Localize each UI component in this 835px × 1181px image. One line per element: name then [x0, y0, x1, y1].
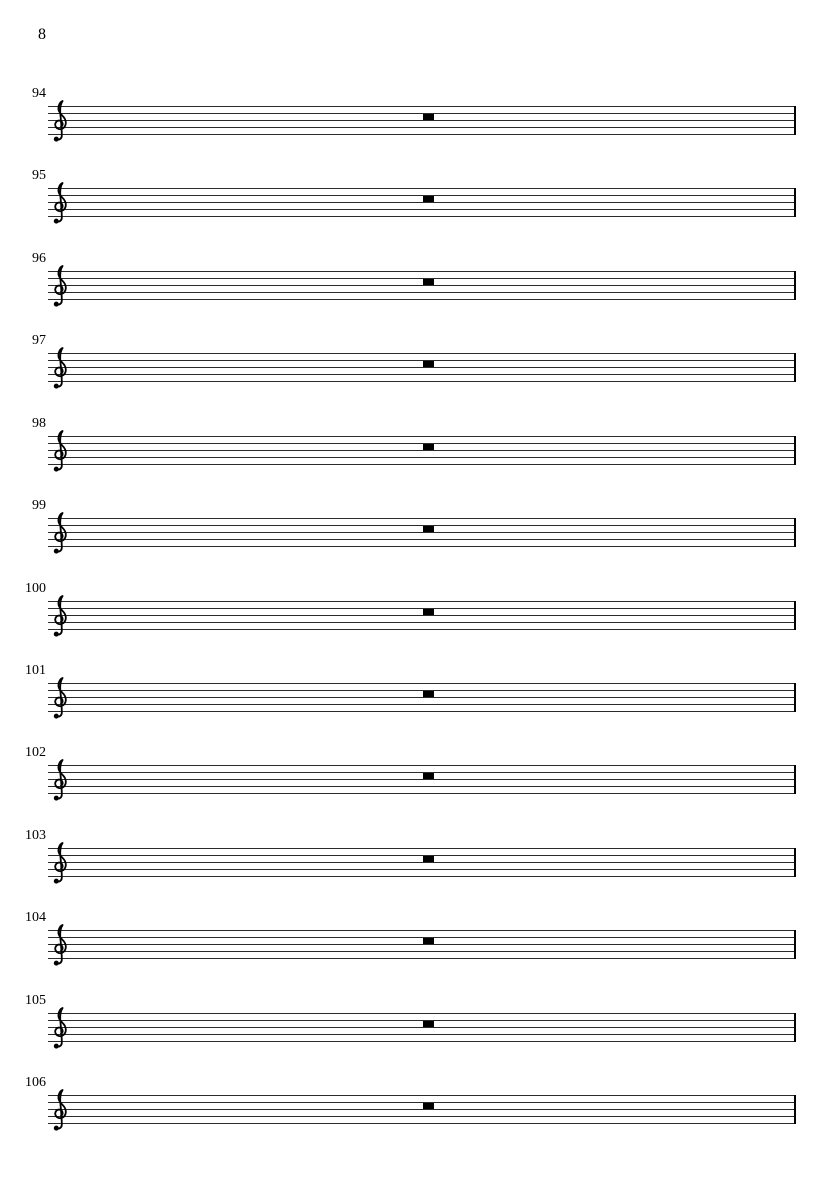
staff-line [48, 374, 796, 375]
staff-line [48, 443, 796, 444]
staff-line [48, 937, 796, 938]
final-barline [794, 1095, 796, 1124]
staff-line [48, 793, 796, 794]
staff-line [48, 299, 796, 300]
final-barline [794, 1013, 796, 1042]
staff-line [48, 958, 796, 959]
staff-line [48, 518, 796, 519]
final-barline [794, 601, 796, 630]
staff-line [48, 765, 796, 766]
staff-line [48, 601, 796, 602]
staff [48, 848, 796, 877]
staff-line [48, 622, 796, 623]
staff-line [48, 546, 796, 547]
whole-rest [423, 856, 434, 862]
treble-clef-icon [49, 1006, 71, 1050]
final-barline [794, 271, 796, 300]
whole-rest [423, 526, 434, 532]
treble-clef-icon [49, 676, 71, 720]
staff [48, 353, 796, 382]
treble-clef-icon [49, 758, 71, 802]
staff [48, 106, 796, 135]
staff-line [48, 127, 796, 128]
whole-rest [423, 279, 434, 285]
final-barline [794, 848, 796, 877]
staff-line [48, 930, 796, 931]
staff [48, 683, 796, 712]
staff-line [48, 450, 796, 451]
measure-number: 105 [25, 993, 46, 1008]
staff [48, 188, 796, 217]
staff-line [48, 113, 796, 114]
staff-line [48, 1102, 796, 1103]
staff [48, 1013, 796, 1042]
staff-line [48, 381, 796, 382]
staff-line [48, 629, 796, 630]
staff [48, 1095, 796, 1124]
staff-line [48, 1027, 796, 1028]
staff-line [48, 353, 796, 354]
staff [48, 271, 796, 300]
treble-clef-icon [49, 181, 71, 225]
staff-line [48, 779, 796, 780]
final-barline [794, 518, 796, 547]
whole-rest [423, 114, 434, 120]
staff-line [48, 292, 796, 293]
final-barline [794, 930, 796, 959]
staff-line [48, 464, 796, 465]
staff-line [48, 525, 796, 526]
staff-line [48, 360, 796, 361]
staff-line [48, 876, 796, 877]
staff-line [48, 188, 796, 189]
treble-clef-icon [49, 264, 71, 308]
whole-rest [423, 196, 434, 202]
staff-line [48, 704, 796, 705]
staff-line [48, 1041, 796, 1042]
staff-line [48, 1013, 796, 1014]
staff-line [48, 532, 796, 533]
staff-line [48, 278, 796, 279]
final-barline [794, 683, 796, 712]
staff-line [48, 209, 796, 210]
staff-line [48, 697, 796, 698]
staff-line [48, 539, 796, 540]
staff-line [48, 202, 796, 203]
treble-clef-icon [49, 923, 71, 967]
staff-line [48, 271, 796, 272]
whole-rest [423, 938, 434, 944]
staff [48, 518, 796, 547]
measure-number: 96 [32, 251, 46, 266]
staff-line [48, 285, 796, 286]
staff-line [48, 855, 796, 856]
final-barline [794, 353, 796, 382]
staff-line [48, 869, 796, 870]
staff-line [48, 683, 796, 684]
measure-number: 102 [25, 745, 46, 760]
staff [48, 436, 796, 465]
measure-number: 95 [32, 168, 46, 183]
staff-line [48, 367, 796, 368]
staff-line [48, 1109, 796, 1110]
final-barline [794, 106, 796, 135]
staff-line [48, 951, 796, 952]
final-barline [794, 765, 796, 794]
staff-line [48, 862, 796, 863]
staff-line [48, 848, 796, 849]
staff-line [48, 106, 796, 107]
treble-clef-icon [49, 346, 71, 390]
treble-clef-icon [49, 594, 71, 638]
staff-line [48, 772, 796, 773]
measure-number: 106 [25, 1075, 46, 1090]
treble-clef-icon [49, 511, 71, 555]
staff-line [48, 615, 796, 616]
staff-line [48, 690, 796, 691]
measure-number: 100 [25, 581, 46, 596]
staff-line [48, 436, 796, 437]
treble-clef-icon [49, 429, 71, 473]
staff-line [48, 216, 796, 217]
staff-line [48, 134, 796, 135]
staff-line [48, 944, 796, 945]
whole-rest [423, 1103, 434, 1109]
whole-rest [423, 444, 434, 450]
page-number: 8 [38, 26, 46, 43]
staff-line [48, 608, 796, 609]
measure-number: 98 [32, 416, 46, 431]
measure-number: 101 [25, 663, 46, 678]
staff-line [48, 1123, 796, 1124]
measure-number: 99 [32, 498, 46, 513]
measure-number: 97 [32, 333, 46, 348]
staff-line [48, 195, 796, 196]
treble-clef-icon [49, 1088, 71, 1132]
treble-clef-icon [49, 99, 71, 143]
measure-number: 94 [32, 86, 46, 101]
staff-line [48, 457, 796, 458]
staff [48, 930, 796, 959]
staff-line [48, 1020, 796, 1021]
whole-rest [423, 773, 434, 779]
staff [48, 601, 796, 630]
whole-rest [423, 361, 434, 367]
staff-line [48, 1095, 796, 1096]
staff-line [48, 120, 796, 121]
treble-clef-icon [49, 841, 71, 885]
final-barline [794, 436, 796, 465]
final-barline [794, 188, 796, 217]
staff-line [48, 711, 796, 712]
whole-rest [423, 609, 434, 615]
whole-rest [423, 1021, 434, 1027]
staff-line [48, 786, 796, 787]
staff [48, 765, 796, 794]
measure-number: 104 [25, 910, 46, 925]
staff-line [48, 1116, 796, 1117]
staff-line [48, 1034, 796, 1035]
whole-rest [423, 691, 434, 697]
measure-number: 103 [25, 828, 46, 843]
